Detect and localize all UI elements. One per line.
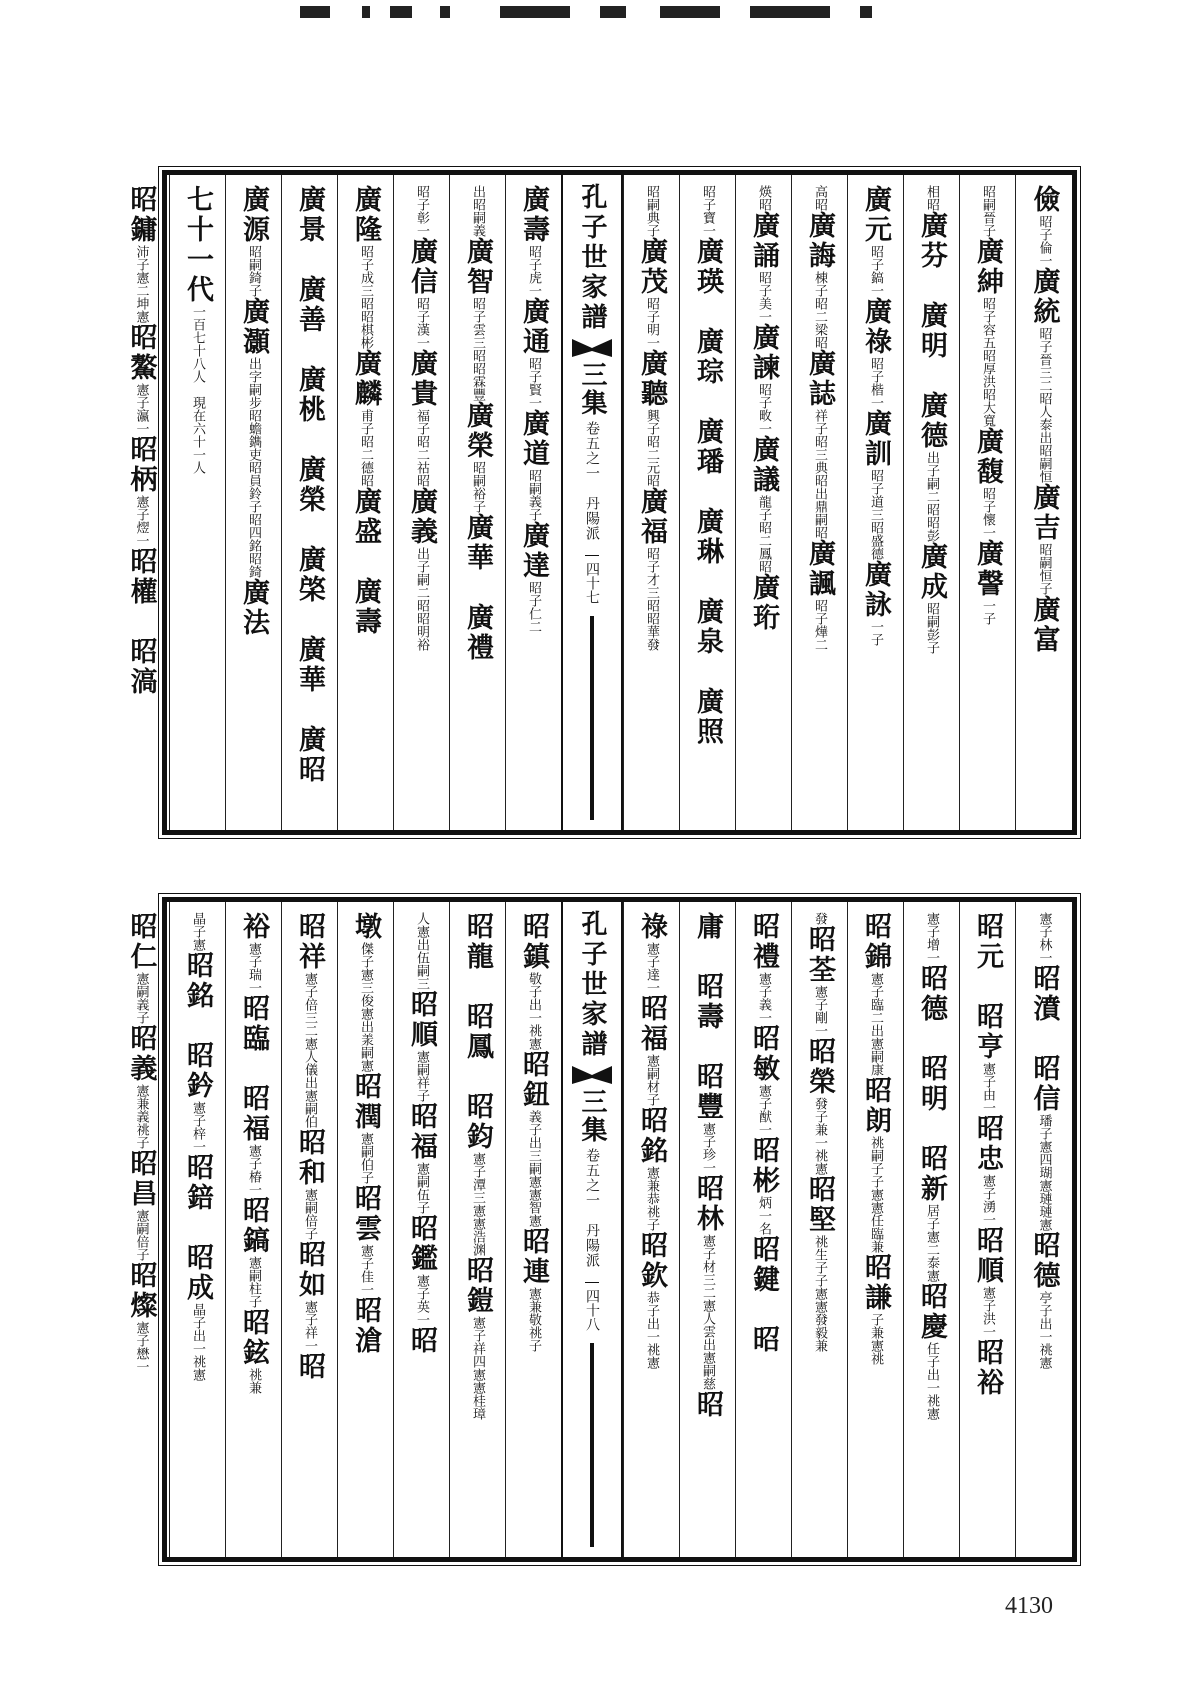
- genealogy-column-text: 昭仁憲嗣義子昭義憲兼義祧子昭昌憲嗣倍子昭燦憲子懋一: [125, 912, 157, 1373]
- panel-column: [281, 902, 337, 1557]
- genealogy-column-text: 人憲出伍嗣三昭順憲嗣祥子昭福憲嗣伍子昭鑑憲子英一昭: [406, 912, 437, 1356]
- page-number: 4130: [1005, 1593, 1053, 1619]
- panel-column: [623, 902, 679, 1557]
- panel-column: [113, 902, 169, 1557]
- genealogy-panel-bottom: [125, 897, 1077, 1562]
- genealogy-column-text: 昭嗣典子廣茂昭子明一廣聽興子昭二元昭廣福昭子才三昭昭華發: [636, 185, 667, 651]
- scan-top-edge: [300, 0, 940, 22]
- panel-column: [337, 902, 393, 1557]
- panel-column: [623, 175, 679, 830]
- genealogy-column-text: 昭鎮敬子出一祧憲昭鈕義子出三嗣憲憲智憲昭連憲兼敬祧子: [518, 912, 549, 1352]
- panel-column: [393, 175, 449, 830]
- leaf-number: 四十七: [585, 555, 599, 604]
- fish-tail-ornament-icon: [572, 1066, 612, 1084]
- panel-column: [113, 175, 169, 830]
- panel-column: [1015, 902, 1072, 1557]
- center-rule: [590, 616, 594, 820]
- panel-column: [903, 175, 959, 830]
- panel-column: [735, 175, 791, 830]
- panel-column: [791, 175, 847, 830]
- genealogy-column-text: 昭錦憲子臨二出憲嗣康昭朗祧嗣子子憲憲任臨兼昭謙子兼憲祧: [860, 912, 891, 1365]
- genealogy-column-text: 煐昭廣誦昭子美一廣諫昭子畋一廣議龍子昭二鳳昭廣珩: [748, 185, 779, 633]
- genealogy-column-text: 昭龍 昭鳳 昭鈞憲子潭三憲憲浩渊昭鎧憲子祥四憲憲桂璋: [462, 912, 493, 1420]
- genealogy-column-text: 憲子增一昭德 昭明 昭新居子憲二泰憲昭慶任子出一祧憲: [916, 912, 947, 1420]
- panel-column: [679, 902, 735, 1557]
- genealogy-column-text: 出昭嗣義廣智昭子雲三昭昭霖豐廣榮昭嗣裕子廣華 廣禮: [462, 185, 493, 663]
- volume-label: 卷五之一 丹陽派: [584, 1148, 600, 1268]
- panel-column: [791, 902, 847, 1557]
- genealogy-column-text: 昭鏞沛子憲二坤憲昭鰲憲子瀛一昭柄憲子熤一昭權 昭滈: [125, 185, 157, 697]
- panel-column: [225, 902, 281, 1557]
- genealogy-column-text: 昭嗣晉子廣紳昭子容五昭厚洪昭大寬廣馥昭子懷一廣謦一子: [972, 185, 1003, 625]
- panel-column: [393, 902, 449, 1557]
- genealogy-column-text: 廣源昭嗣錡子廣灝出字嗣步昭蟾鐫吏昭員鈴子昭四銘昭錡廣法: [238, 185, 269, 638]
- panel-column: [169, 902, 225, 1557]
- panel-column: [281, 175, 337, 830]
- genealogy-column-text: 昭禮憲子義一昭敏憲子猷一昭彬炳一名昭鍵 昭: [748, 912, 779, 1355]
- genealogy-column-text: 廣元昭子鎬一廣祿昭子楷一廣訓昭子道三昭盛德廣詠一子: [860, 185, 891, 646]
- panel-column: [1015, 175, 1072, 830]
- fish-tail-ornament-icon: [572, 339, 612, 357]
- genealogy-column-text: 廣景 廣善 廣桃 廣榮 廣棨 廣華 廣昭: [294, 185, 325, 785]
- center-fold-title: [561, 902, 623, 1557]
- genealogy-column-text: 發昭荃憲子剛一昭榮發子兼一祧憲昭堅祧生子子憲憲發毅兼: [804, 912, 835, 1352]
- genealogy-column-text: 相昭廣芬 廣明 廣德出子嗣二昭昭彭廣成昭嗣彭子: [916, 185, 947, 654]
- genealogy-column-text: 昭元 昭亨憲子由一昭忠憲子湧一昭順憲子洪一昭裕: [972, 912, 1003, 1398]
- book-title: 孔子世家譜: [577, 183, 607, 333]
- genealogy-column-text: 昭子寶一廣瑛 廣琮 廣璠 廣琳 廣泉 廣照: [692, 185, 723, 747]
- genealogy-column-text: 祿憲子達一昭福憲嗣材子昭銘憲兼恭祧子昭欽恭子出一祧憲: [636, 912, 667, 1369]
- genealogy-panel-top: [125, 170, 1077, 835]
- genealogy-column-text: 廣隆昭子成三昭昭棋彬廣麟甫子昭二德昭廣盛 廣壽: [350, 185, 381, 637]
- volume-label: 卷五之一 丹陽派: [584, 421, 600, 541]
- genealogy-column-text: 七十一代一百七十八人 現在六十一人: [182, 185, 213, 474]
- panel-column: [505, 902, 561, 1557]
- genealogy-column-text: 昭子彰一廣信昭子漢一廣貴福子昭二祜昭廣義出子嗣二昭昭明裕: [406, 185, 437, 651]
- genealogy-column-text: 晶子憲昭銘 昭鈐憲子梓一昭錇 昭成晶子出一祧憲: [182, 912, 213, 1381]
- panel-column: [505, 175, 561, 830]
- series-title: 三集: [577, 361, 607, 417]
- panel-column: [903, 902, 959, 1557]
- panel-column: [337, 175, 393, 830]
- panel-column: [847, 902, 903, 1557]
- genealogy-column-text: 裕憲子瑞一昭臨 昭福憲子椿一昭鎬憲嗣柱子昭鉉祧兼: [238, 912, 269, 1394]
- panel-column: [735, 902, 791, 1557]
- genealogy-column-text: 儉昭子倫一廣統昭子晉三二昭人泰出昭嗣恒廣吉昭嗣恒子廣富: [1028, 185, 1060, 655]
- leaf-number: 四十八: [585, 1282, 599, 1331]
- panel-column: [225, 175, 281, 830]
- panel-column: [679, 175, 735, 830]
- panel-column: [169, 175, 225, 830]
- genealogy-column-text: 廣壽昭子虎一廣通昭子賢一廣道昭嗣義子廣達昭子仁二: [518, 185, 549, 633]
- center-fold-title: [561, 175, 623, 830]
- panel-column: [959, 175, 1015, 830]
- panel-column: [449, 175, 505, 830]
- series-title: 三集: [577, 1088, 607, 1144]
- genealogy-column-text: 憲子林一昭濆 昭信璠子憲四瑚憲璉璉憲昭德亭子出一祧憲: [1028, 912, 1060, 1369]
- center-rule: [590, 1343, 594, 1547]
- book-title: 孔子世家譜: [577, 910, 607, 1060]
- genealogy-column-text: 墩傑子憲三俊憲出羕嗣憲昭潤憲嗣伯子昭雲憲子佳一昭滄: [350, 912, 381, 1356]
- panel-column: [449, 902, 505, 1557]
- genealogy-column-text: 高昭廣誨棟子昭二梁昭廣誌祥子昭三典昭出鼎嗣昭廣諷昭子燁二: [804, 185, 835, 651]
- panel-column: [959, 902, 1015, 1557]
- panel-column: [847, 175, 903, 830]
- genealogy-column-text: 昭祥憲子倍三二憲人儀出憲嗣伯昭和憲嗣倍子昭如憲子祥一昭: [294, 912, 325, 1382]
- genealogy-column-text: 庸 昭壽 昭豐憲子珍一昭林憲子材三二憲人雲出憲嗣慈昭: [692, 912, 723, 1420]
